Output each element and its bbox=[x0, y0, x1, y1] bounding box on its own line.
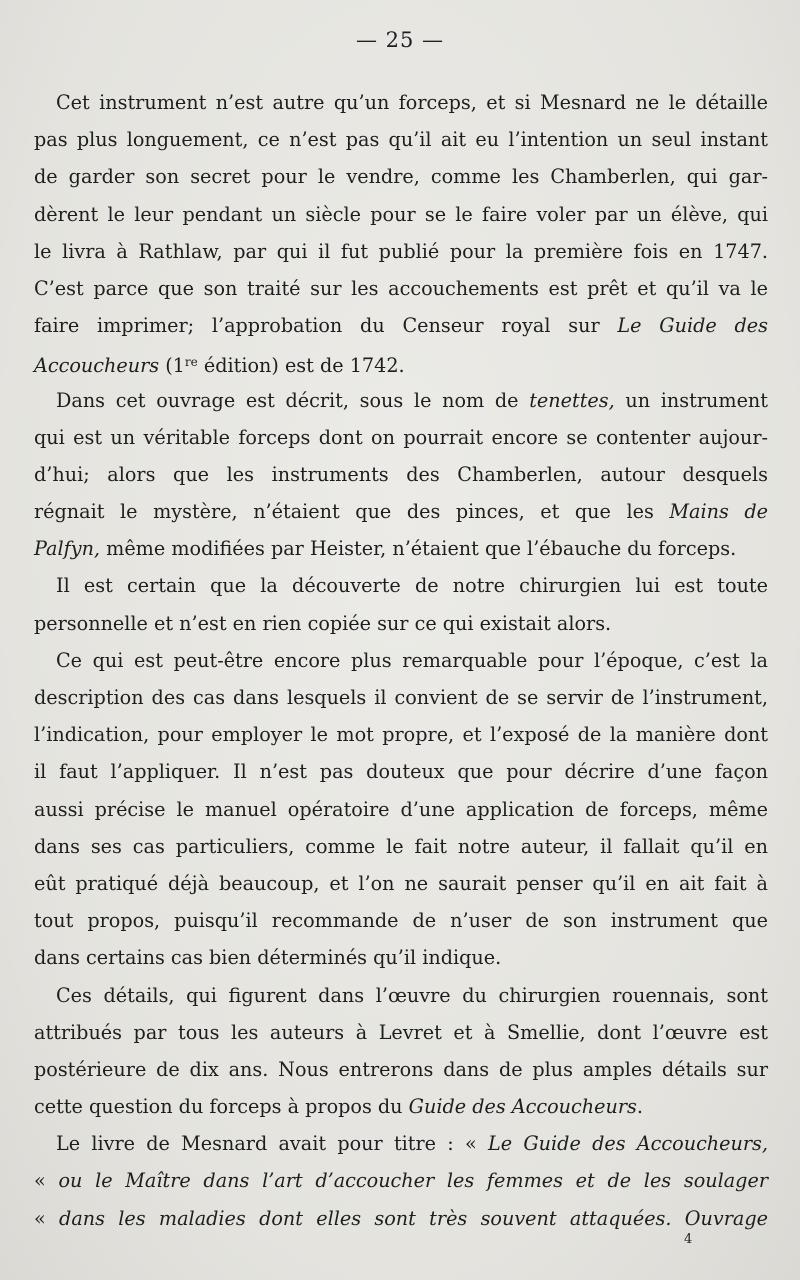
text-line: régnait le mystère, n’étaient que des pinces, et que les Mains de bbox=[34, 500, 768, 524]
book-title-italic: Accoucheurs bbox=[34, 354, 160, 378]
book-title-italic: Guide des Accoucheurs bbox=[408, 1095, 637, 1119]
text-line: attribués par tous les auteurs à Levret et à Smellie, dont l’œuvre est bbox=[34, 1020, 768, 1044]
text-line: postérieure de dix ans. Nous entrerons dans de plus amples détails sur bbox=[34, 1057, 768, 1081]
text-line: qui est un véritable forceps dont on pourrait encore se contenter aujour- bbox=[34, 425, 768, 449]
text-line: Dans cet ouvrage est décrit, sous le nom de tenettes, un instrument bbox=[56, 388, 768, 412]
text-line: l’indication, pour employer le mot propre, et l’exposé de la manière dont bbox=[34, 723, 768, 747]
text-line: eût pratiqué déjà beaucoup, et l’on ne saurait penser qu’il en ait fait à bbox=[34, 871, 768, 895]
italic-term: tenettes, bbox=[529, 388, 615, 412]
text-line: il faut l’appliquer. Il n’est pas douteux que pour décrire d’une façon bbox=[34, 760, 768, 784]
text-line: cette question du forceps à propos du Guide des Accoucheurs. bbox=[34, 1095, 643, 1119]
text-line: le livra à Rathlaw, par qui il fut publié pour la première fois en 1747. bbox=[34, 239, 768, 263]
signature-mark: 4 bbox=[684, 1232, 693, 1247]
text-line: faire imprimer; l’approbation du Censeur royal sur Le Guide des bbox=[34, 314, 768, 338]
text-line: pas plus longuement, ce n’est pas qu’il ait eu l’intention un seul instant bbox=[34, 128, 768, 152]
book-title-italic: Le Guide des Accoucheurs, bbox=[488, 1132, 768, 1156]
text-line: Le livre de Mesnard avait pour titre : « Le Guide des Accoucheurs, bbox=[56, 1132, 768, 1156]
text-line: Cet instrument n’est autre qu’un forceps, et si Mesnard ne le détaille bbox=[56, 91, 768, 114]
text-line: description des cas dans lesquels il convient de se servir de l’instrument, bbox=[34, 686, 768, 709]
text-line: d’hui; alors que les instruments des Chamberlen, autour desquels bbox=[34, 462, 768, 486]
text-line: Il est certain que la découverte de notre chirurgien lui est toute bbox=[56, 574, 768, 598]
book-title-italic: dans les maladies dont elles sont très souvent attaquées. Ouvrage bbox=[59, 1206, 768, 1230]
italic-term: Palfyn, bbox=[34, 537, 101, 561]
text-line: « ou le Maître dans l’art d’accoucher les femmes et de les soulager bbox=[34, 1169, 768, 1193]
text-line: Ces détails, qui figurent dans l’œuvre du chirurgien rouennais, sont bbox=[56, 983, 768, 1007]
body-text bbox=[34, 84, 768, 1237]
text-line: personnelle et n’est en rien copiée sur ce qui existait alors. bbox=[34, 611, 612, 635]
text-line: dans ses cas particuliers, comme le fait notre auteur, il fallait qu’il en bbox=[34, 834, 768, 858]
text-line: de garder son secret pour le vendre, comme les Chamberlen, qui gar- bbox=[34, 165, 768, 189]
text-line: dèrent le leur pendant un siècle pour se le faire voler par un élève, qui bbox=[34, 202, 768, 226]
text-line: Accoucheurs (1re édition) est de 1742. bbox=[34, 354, 405, 378]
text-line: tout propos, puisqu’il recommande de n’user de son instrument que bbox=[34, 909, 768, 933]
book-title-italic: ou le Maître dans l’art d’accoucher les femmes et de les soulager bbox=[58, 1169, 768, 1193]
text-line: « dans les maladies dont elles sont très souvent attaquées. Ouvrage bbox=[34, 1206, 768, 1230]
italic-term: Mains de bbox=[669, 500, 768, 524]
page-number: — 25 — bbox=[355, 28, 445, 52]
text-line: aussi précise le manuel opératoire d’une application de forceps, même bbox=[34, 797, 768, 821]
text-line: dans certains cas bien déterminés qu’il indique. bbox=[34, 946, 502, 970]
book-title-italic: Le Guide des bbox=[617, 314, 768, 338]
superscript: re bbox=[184, 355, 198, 370]
text-line: C’est parce que son traité sur les accouchements est prêt et qu’il va le bbox=[34, 276, 768, 300]
text-line: Palfyn, même modifiées par Heister, n’étaient que l’ébauche du forceps. bbox=[34, 537, 737, 561]
text-line: Ce qui est peut-être encore plus remarquable pour l’époque, c’est la bbox=[56, 648, 768, 672]
